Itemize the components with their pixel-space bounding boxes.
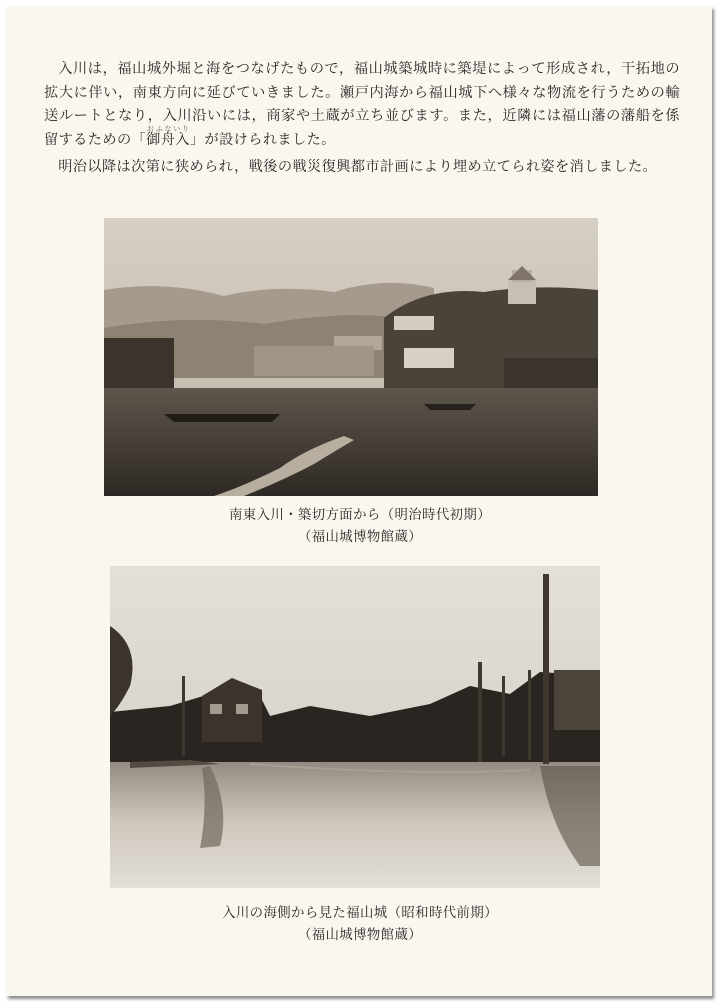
- ofunairi-ruby: [146, 124, 190, 148]
- ruby-base: 御舟入: [146, 131, 190, 148]
- figure-2-caption-block: [0, 903, 720, 947]
- meiji-era-canal-photo: [104, 218, 598, 496]
- paragraph-2: 明治以降は次第に狭められ，戦後の戦災復興都市計画により埋め立てられ姿を消しました。: [58, 159, 658, 175]
- figure-1-caption: 南東入川・築切方面から（明治時代初期）: [228, 508, 492, 523]
- ruby-reading: おふないり: [146, 124, 190, 133]
- figure-2-credit: （福山城博物館蔵）: [297, 928, 423, 943]
- showa-era-canal-photo: [110, 566, 600, 888]
- figure-1-caption-block: [0, 505, 720, 549]
- paragraph-1: [44, 58, 680, 152]
- paragraph-1-end: 」が設けられました。: [189, 131, 336, 148]
- paragraph-1-text: 入川は，福山城外堀と海をつなげたもので，福山城築城時に築堤によって形成され，干拓地の拡大に伴い，南東方向に延びていきました。瀬戸内海から福山城下へ様々な物流を行うための輸送ルートとなり，入川沿いには，商家や土蔵が立ち並びます。また，近隣には福山藩の藩船を係留するための「: [44, 61, 680, 148]
- body-text: [44, 58, 680, 184]
- figure-1-credit: （福山城博物館蔵）: [297, 530, 423, 545]
- figure-2-caption: 入川の海側から見た福山城（昭和時代前期）: [222, 906, 498, 921]
